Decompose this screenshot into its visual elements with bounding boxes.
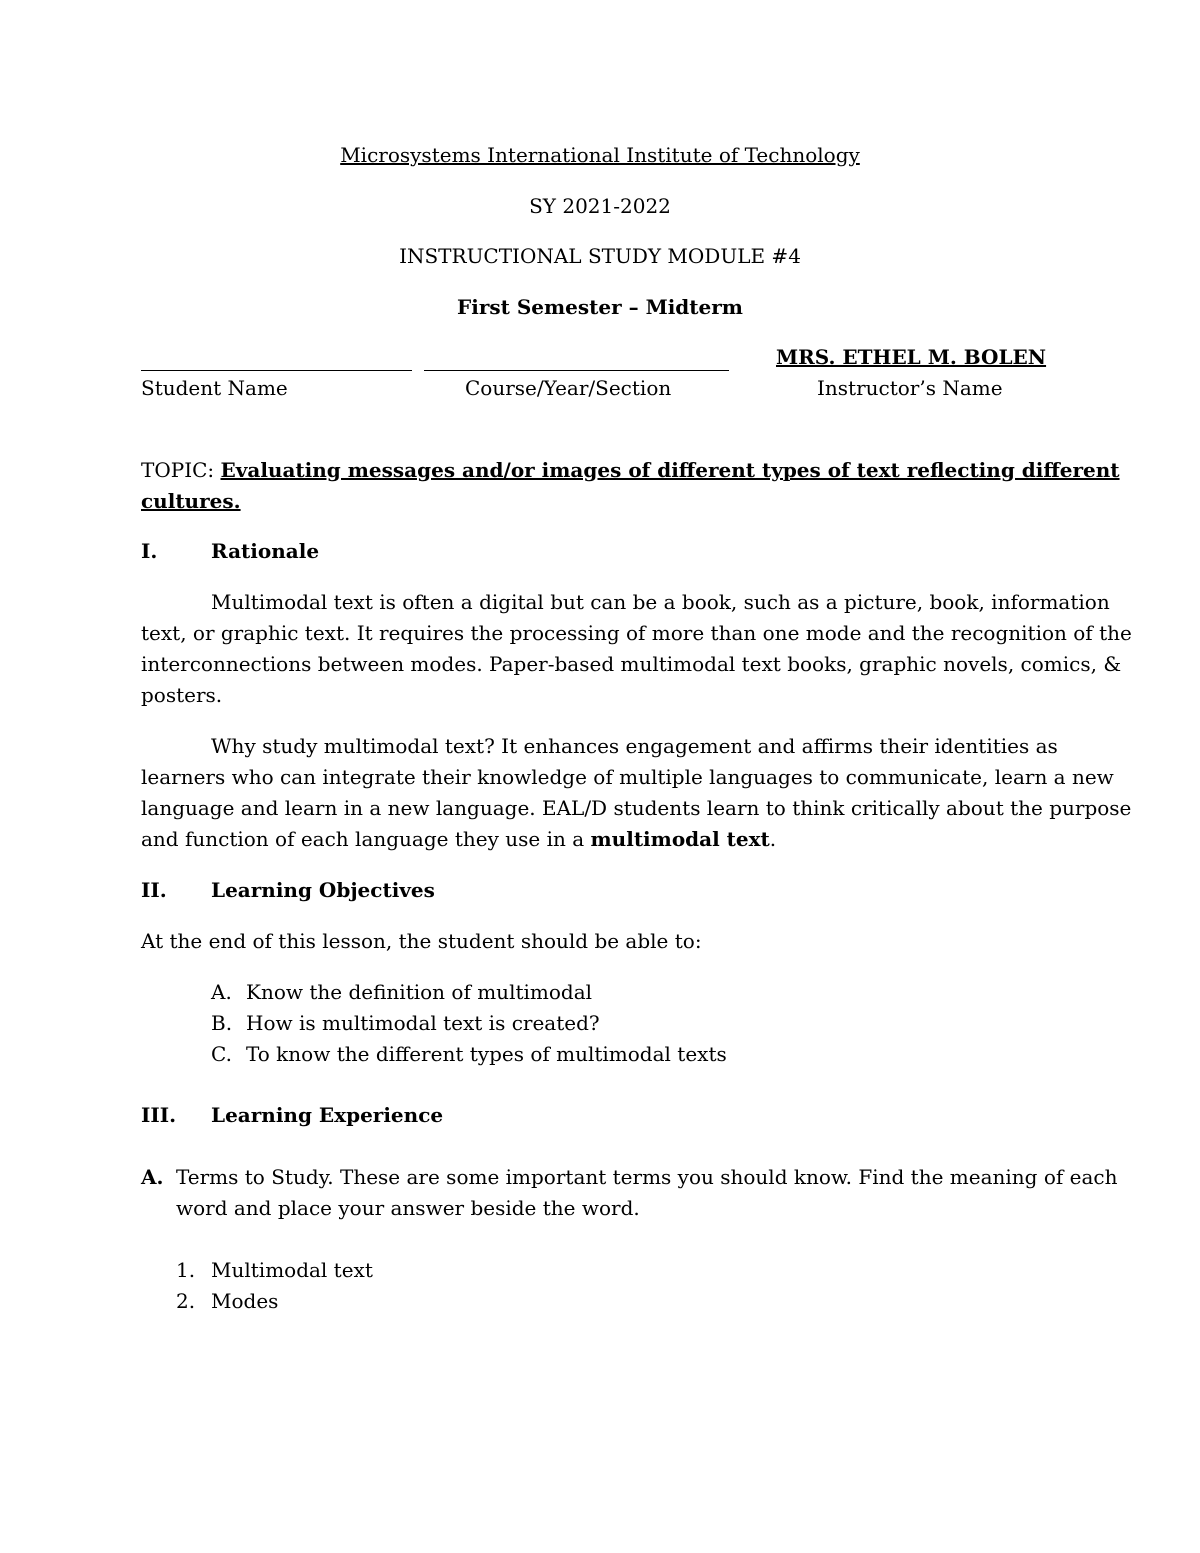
objectives-intro: At the end of this lesson, the student should be able to: bbox=[141, 929, 702, 953]
section-2-number: II. bbox=[141, 878, 167, 902]
objective-marker: A. bbox=[211, 980, 232, 1004]
term-text: Modes bbox=[211, 1289, 279, 1313]
term-marker: 1. bbox=[176, 1258, 196, 1282]
rationale-p2-period: . bbox=[769, 827, 777, 851]
rationale-p1-line: Multimodal text is often a digital but can be a book, such as a picture, book, information bbox=[211, 590, 1110, 614]
term-marker: 2. bbox=[176, 1289, 196, 1313]
item-a-marker: A. bbox=[141, 1165, 164, 1189]
course-label: Course/Year/Section bbox=[465, 376, 672, 400]
rationale-p1-line: interconnections between modes. Paper-based multimodal text books, graphic novels, comics, & bbox=[141, 652, 1122, 676]
item-a-text-cont: word and place your answer beside the word. bbox=[176, 1196, 640, 1220]
section-3-title: Learning Experience bbox=[211, 1103, 444, 1127]
rationale-p2-text: and function of each language they use in a bbox=[141, 827, 591, 851]
section-1-title: Rationale bbox=[211, 539, 320, 563]
rationale-p1-line: posters. bbox=[141, 683, 223, 707]
rationale-p2-line: Why study multimodal text? It enhances engagement and affirms their identities as bbox=[211, 734, 1058, 758]
institution-name: Microsystems International Institute of Technology bbox=[340, 143, 860, 167]
student-name-label: Student Name bbox=[141, 376, 288, 400]
rationale-p2-last-line bbox=[141, 827, 776, 851]
section-2-title: Learning Objectives bbox=[211, 878, 435, 902]
course-line bbox=[424, 370, 729, 371]
term-text: Multimodal text bbox=[211, 1258, 373, 1282]
topic-label: TOPIC: bbox=[141, 458, 215, 482]
instructor-name: MRS. ETHEL M. BOLEN bbox=[776, 345, 1047, 369]
school-year: SY 2021-2022 bbox=[529, 194, 671, 218]
topic-title-cont: cultures. bbox=[141, 489, 241, 513]
objective-text: How is multimodal text is created? bbox=[246, 1011, 600, 1035]
topic-line-1 bbox=[141, 458, 1120, 482]
student-name-line bbox=[141, 370, 412, 371]
objective-text: Know the definition of multimodal bbox=[246, 980, 593, 1004]
term-label: First Semester – Midterm bbox=[457, 295, 743, 319]
item-a-text: Terms to Study. These are some important terms you should know. Find the meaning of each bbox=[176, 1165, 1118, 1189]
rationale-p1-line: text, or graphic text. It requires the processing of more than one mode and the recognition of the bbox=[141, 621, 1132, 645]
module-title: INSTRUCTIONAL STUDY MODULE #4 bbox=[399, 244, 801, 268]
section-1-number: I. bbox=[141, 539, 158, 563]
section-3-number: III. bbox=[141, 1103, 177, 1127]
objective-marker: C. bbox=[211, 1042, 232, 1066]
rationale-p2-emphasis: multimodal text bbox=[590, 827, 770, 851]
objective-marker: B. bbox=[211, 1011, 233, 1035]
rationale-p2-line: learners who can integrate their knowledge of multiple languages to communicate, learn a new bbox=[141, 765, 1114, 789]
objective-text: To know the different types of multimodal texts bbox=[246, 1042, 727, 1066]
instructor-label: Instructor’s Name bbox=[817, 376, 1003, 400]
rationale-p2-line: language and learn in a new language. EAL/D students learn to think critically about the purpose bbox=[141, 796, 1132, 820]
topic-title: Evaluating messages and/or images of different types of text reflecting different bbox=[220, 458, 1120, 482]
